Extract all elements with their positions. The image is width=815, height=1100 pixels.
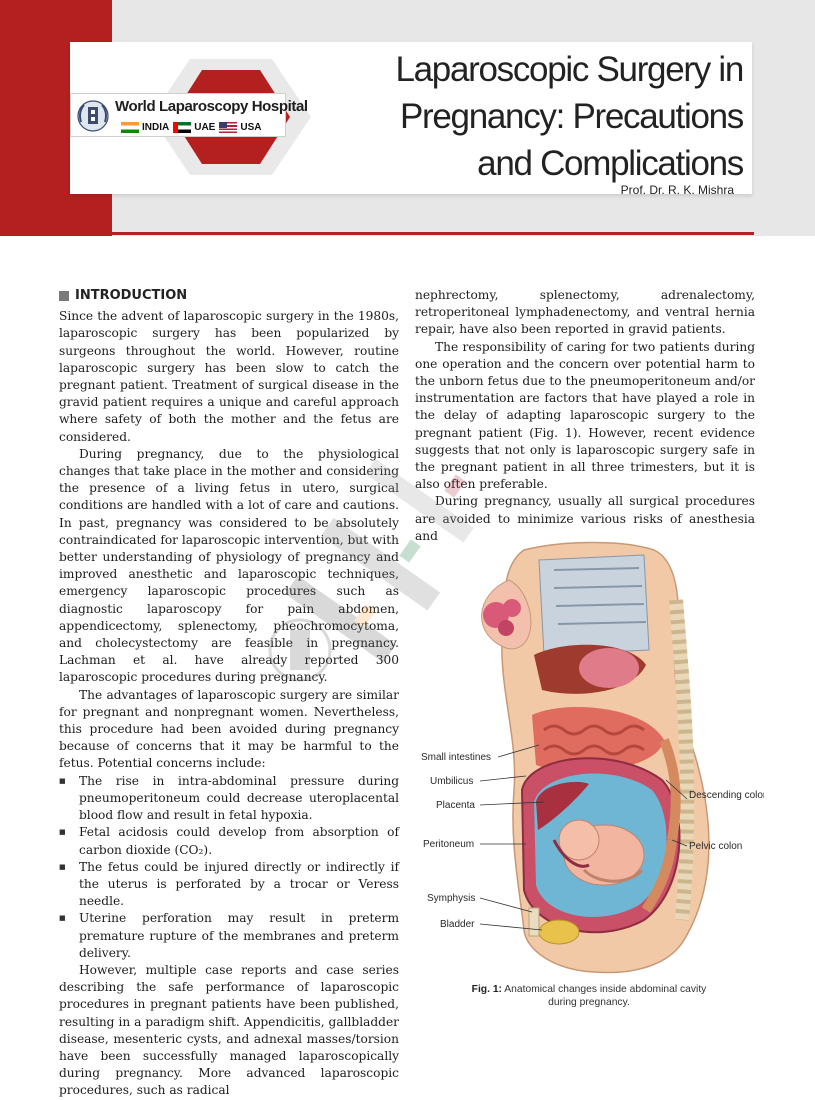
country-usa: USA bbox=[240, 121, 262, 133]
paragraph: The advantages of laparoscopic surgery are similar for pregnant and nonpregnant women. Nevertheless, this procedure had been avoided during pregnancy because of concerns that it may be harmful to the fetus. Potential concerns include: bbox=[59, 687, 399, 771]
header-divider bbox=[0, 232, 754, 235]
country-india: INDIA bbox=[142, 121, 170, 133]
label-peritoneum: Peritoneum bbox=[423, 839, 475, 850]
list-item: ■ The rise in intra-abdominal pressure during pneumoperitoneum could decrease uteroplacental blood flow and result in fetal hypoxia. bbox=[59, 773, 399, 825]
list-item: ■ Uterine perforation may result in preterm premature rupture of the membranes and preterm delivery. bbox=[59, 910, 399, 962]
paragraph: During pregnancy, due to the physiological changes that take place in the mother and considering the presence of a living fetus in utero, surgical conditions are handled with a lot of care and cautions. In past, pregnancy was considered to be absolutely contraindicated for laparoscopic intervention, but with better understanding of physiology of pregnancy and improved anesthetic and laparoscopic techniques, emergency laparoscopic procedures such as diagnostic laparoscopy for pain abdomen, appendicectomy, splenectomy, pheochromocytoma, and cholecystectomy are feasible in pregnancy. Lachman et al. have already reported 300 laparoscopic procedures during pregnancy. bbox=[59, 446, 399, 685]
author-name: Prof. Dr. R. K. Mishra bbox=[620, 183, 734, 197]
paragraph: However, multiple case reports and case series describing the safe performance of laparoscopic procedures in pregnant patients have been published, resulting in a paradigm shift. Appendicitis, gallbladder disease, mesenteric cysts, and adnexal masses/torsion have been successfully managed laparoscopically during pregnancy. More advanced laparoscopic procedures, such as radical bbox=[59, 962, 399, 1098]
left-column bbox=[59, 287, 399, 1100]
square-bullet-icon bbox=[59, 291, 69, 301]
label-bladder: Bladder bbox=[440, 919, 475, 930]
globe-laurel-icon bbox=[75, 98, 111, 134]
paragraph: The responsibility of caring for two patients during one operation and the concern over potential harm to the unborn fetus due to the pneumoperitoneum and/or instrumentation are factors that have played a role in the delay of adapting laparoscopic surgery to the pregnant patient (Fig. 1). However, recent evidence suggests that not only is laparoscopic surgery safe in the pregnant patient in all three trimesters, but it is also often preferable. bbox=[415, 339, 755, 492]
page-title bbox=[223, 46, 743, 187]
paragraph: nephrectomy, splenectomy, adrenalectomy, retroperitoneal lymphadenectomy, and ventral hernia repair, have also been reported in gravid patients. bbox=[415, 288, 755, 337]
title-line-3: and Complications bbox=[477, 144, 743, 183]
list-item: ■ Fetal acidosis could develop from absorption of carbon dioxide (CO₂). bbox=[59, 824, 399, 858]
section-heading-text: INTRODUCTION bbox=[75, 288, 188, 303]
header-banner bbox=[0, 0, 815, 236]
label-pelvic-colon: Pelvic colon bbox=[689, 841, 743, 852]
caption-text: Anatomical changes inside abdominal cavity during pregnancy. bbox=[504, 984, 707, 1008]
list-item: ■ The fetus could be injured directly or indirectly if the uterus is perforated by a trocar or Veress needle. bbox=[59, 859, 399, 911]
paragraph: Since the advent of laparoscopic surgery in the 1980s, laparoscopic surgery has been popularized by surgeons throughout the world. However, routine laparoscopic surgery has been slow to catch the pregnant patient. Treatment of surgical disease in the gravid patient requires a unique and careful approach where safety of both the mother and the fetus are considered. bbox=[59, 309, 399, 444]
label-small-intestines: Small intestines bbox=[421, 752, 492, 763]
label-umbilicus: Umbilicus bbox=[430, 776, 474, 787]
right-column bbox=[415, 287, 755, 545]
paragraph: During pregnancy, usually all surgical procedures are avoided to minimize various risks of anesthesia and bbox=[415, 494, 755, 543]
figure-caption bbox=[462, 983, 716, 1009]
logo-hospital-name: World Laparoscopy Hospital bbox=[115, 98, 308, 115]
uae-flag-icon bbox=[173, 122, 191, 133]
india-flag-icon bbox=[121, 122, 139, 133]
anatomy-figure bbox=[414, 540, 764, 980]
title-line-2: Pregnancy: Precautions bbox=[399, 97, 743, 136]
section-heading bbox=[59, 287, 399, 304]
label-symphysis: Symphysis bbox=[427, 893, 476, 904]
label-placenta: Placenta bbox=[436, 800, 475, 811]
label-descending-colon: Descending colon bbox=[689, 790, 764, 801]
title-line-1: Laparoscopic Surgery in bbox=[395, 50, 743, 89]
caption-prefix: Fig. 1: bbox=[471, 984, 502, 995]
pregnancy-anatomy-illustration bbox=[414, 540, 764, 980]
country-uae: UAE bbox=[194, 121, 216, 133]
concerns-list bbox=[59, 773, 399, 962]
